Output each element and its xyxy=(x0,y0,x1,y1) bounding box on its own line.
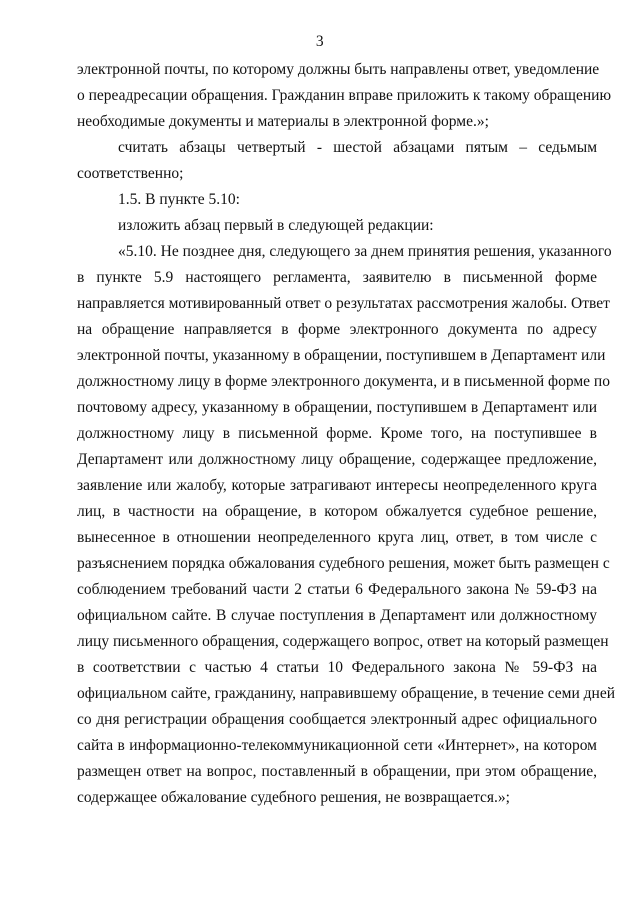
text-line: заявление или жалобу, которые затрагивают интересы неопределенного круга xyxy=(77,477,597,494)
text-line: необходимые документы и материалы в электронной форме.»; xyxy=(77,113,489,130)
text-line: официальном сайте, гражданину, направившему обращение, в течение семи дней xyxy=(77,685,616,702)
text-line: о переадресации обращения. Гражданин вправе приложить к такому обращению xyxy=(77,87,612,104)
text-line: в соответствии с частью 4 статьи 10 Федерального закона № 59-ФЗ на xyxy=(77,659,597,676)
text-line: разъяснением порядка обжалования судебного решения, может быть размещен с xyxy=(77,555,610,572)
section-heading: 1.5. В пункте 5.10: xyxy=(118,191,240,208)
text-line: почтовому адресу, указанному в обращении, поступившем в Департамент или xyxy=(77,399,597,416)
text-line: «5.10. Не позднее дня, следующего за днем принятия решения, указанного xyxy=(118,243,612,260)
text-line: в пункте 5.9 настоящего регламента, заявителю в письменной форме xyxy=(77,269,597,286)
text-line: размещен ответ на вопрос, поставленный в обращении, при этом обращение, xyxy=(77,763,597,780)
text-line: со дня регистрации обращения сообщается электронный адрес официального xyxy=(77,711,597,728)
text-line: считать абзацы четвертый - шестой абзацами пятым – седьмым xyxy=(118,139,597,156)
text-line: должностному лицу в письменной форме. Кроме того, на поступившее в xyxy=(77,425,597,442)
page-number: 3 xyxy=(315,33,325,50)
text-line: должностному лицу в форме электронного документа, и в письменной форме по xyxy=(77,373,610,390)
text-line: на обращение направляется в форме электронного документа по адресу xyxy=(77,321,597,338)
text-line: соблюдением требований части 2 статьи 6 Федерального закона № 59-ФЗ на xyxy=(77,581,597,598)
text-line: изложить абзац первый в следующей редакции: xyxy=(118,217,434,234)
text-line: лиц, в частности на обращение, в котором обжалуется судебное решение, xyxy=(77,503,597,520)
text-line: электронной почты, указанному в обращении, поступившем в Департамент или xyxy=(77,347,606,364)
text-line: направляется мотивированный ответ о результатах рассмотрения жалобы. Ответ xyxy=(77,295,610,312)
text-line: лицу письменного обращения, содержащего вопрос, ответ на который размещен xyxy=(77,633,609,650)
text-line: Департамент или должностному лицу обращение, содержащее предложение, xyxy=(77,451,597,468)
text-line: электронной почты, по которому должны быть направлены ответ, уведомление xyxy=(77,61,600,78)
text-line: сайта в информационно-телекоммуникационной сети «Интернет», на котором xyxy=(77,737,597,754)
text-line: вынесенное в отношении неопределенного круга лиц, ответ, в том числе с xyxy=(77,529,597,546)
text-line: официальном сайте. В случае поступления в Департамент или должностному xyxy=(77,607,597,624)
text-line: соответственно; xyxy=(77,165,184,182)
text-line: содержащее обжалование судебного решения, не возвращается.»; xyxy=(77,789,510,806)
